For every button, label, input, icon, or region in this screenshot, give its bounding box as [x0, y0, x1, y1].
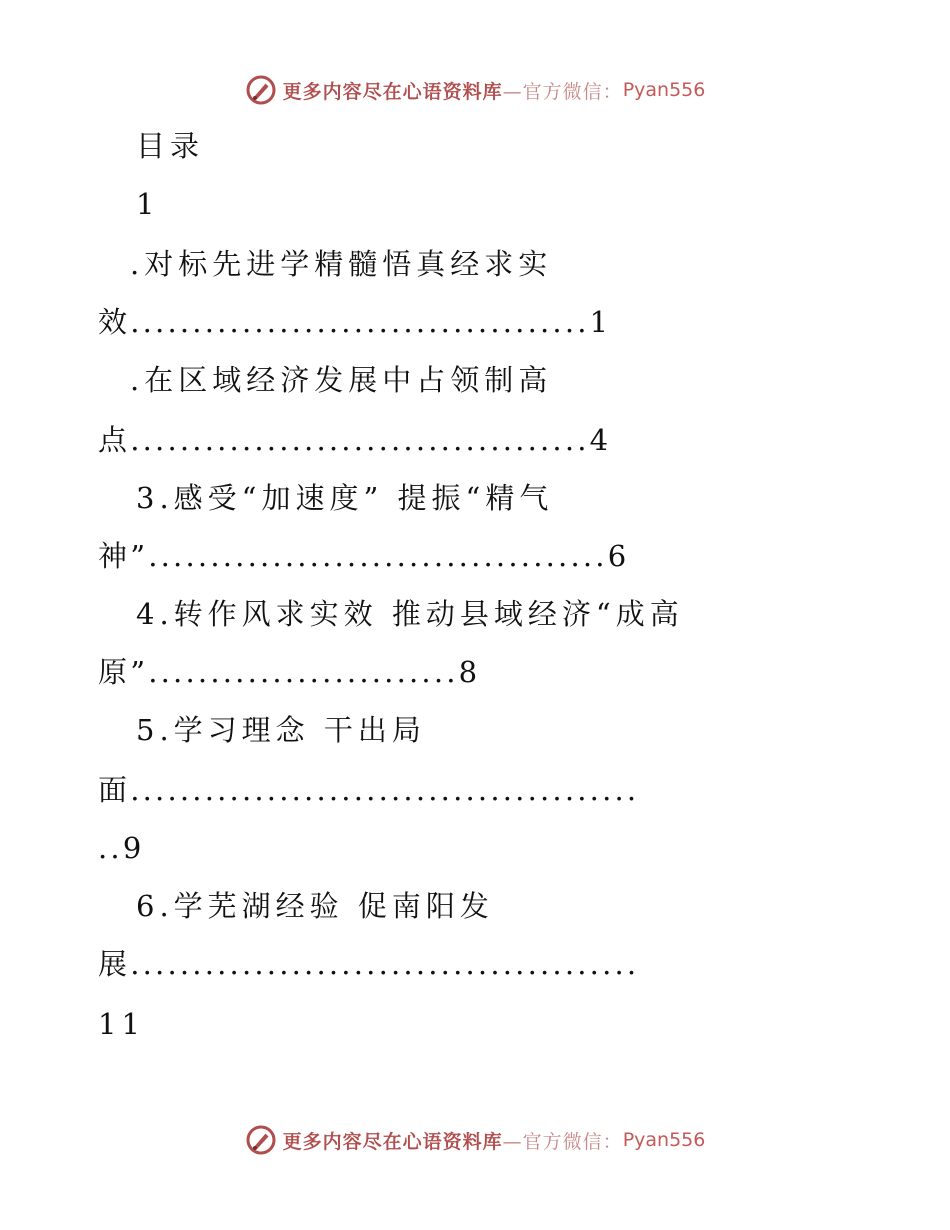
toc-entry-title: 3.感受“加速度” 提振“精气: [136, 481, 554, 515]
watermark-separator: —官方微信：: [502, 1130, 623, 1153]
watermark-separator: —官方微信：: [502, 80, 623, 103]
toc-entry-leader: 展.........................................: [98, 947, 640, 981]
toc-entry-title: 6.学芜湖经验 促南阳发: [136, 889, 494, 923]
toc-entry-leader: 面.........................................: [98, 773, 640, 807]
watermark-brand: 更多内容尽在心语资料库: [282, 1130, 503, 1153]
watermark-footer: [0, 1120, 950, 1160]
pen-logo-icon: [245, 1124, 277, 1156]
toc-title: 目录: [136, 129, 205, 163]
toc-entry-leader: 原”.........................8: [98, 655, 481, 689]
toc-entry-leader: 神”.....................................6: [98, 539, 630, 573]
toc-entry-leader: 效.....................................1: [98, 305, 612, 339]
watermark-header: [0, 70, 950, 110]
toc-entry-title: 4.转作风求实效 推动县域经济“成高: [136, 597, 684, 631]
toc-line: 1: [136, 187, 160, 221]
toc-entry-title: .在区域经济发展中占领制高: [130, 363, 553, 397]
watermark-wechat-id: Pyan556: [622, 1129, 706, 1151]
toc-entry-leader: ..9: [98, 831, 145, 865]
toc-entry-title: .对标先进学精髓悟真经求实: [130, 247, 553, 281]
toc-entry-leader: 点.....................................4: [98, 423, 612, 457]
watermark-wechat-id: Pyan556: [622, 79, 706, 101]
pen-logo-icon: [245, 74, 277, 106]
toc-page-number: 11: [98, 1007, 145, 1041]
toc-entry-title: 5.学习理念 干出局: [136, 713, 426, 747]
watermark-brand: 更多内容尽在心语资料库: [282, 80, 503, 103]
